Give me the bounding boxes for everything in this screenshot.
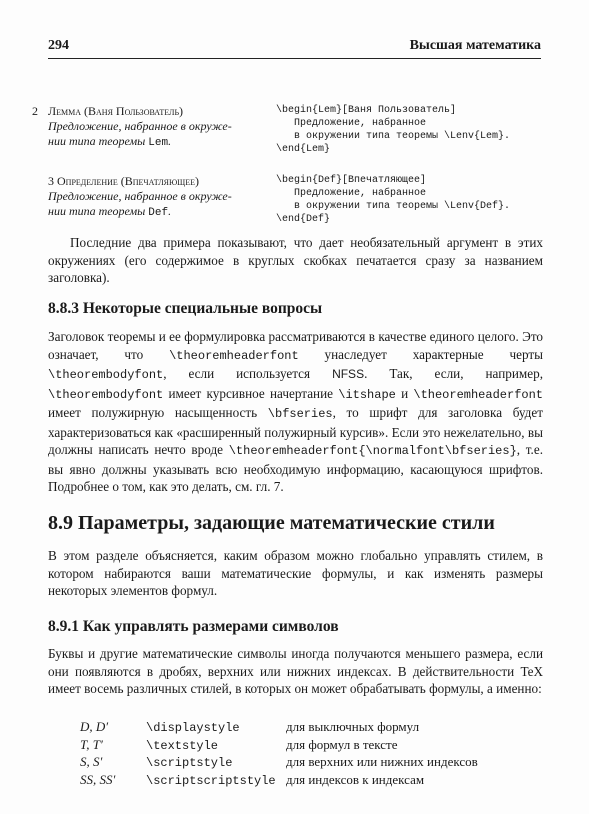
header-rule <box>48 58 541 59</box>
example-source-code: \begin{Lem}[Ваня Пользователь] Предложение, набранное в окружении типа теоремы \Lenv{Lem}. \end{Lem} <box>276 105 511 155</box>
example-italic-line: Предложение, набранное в окруже- <box>48 119 232 133</box>
example-lemma <box>32 104 556 155</box>
paragraph-math-styles-intro: В этом разделе объясняется, каким образом можно глобально управлять стилем, в котором набираются ваши математические формулы, и как изменять размеры некоторых элементов формул. <box>48 548 543 598</box>
example-italic-line: Предложение, набранное в окруже- <box>48 189 232 203</box>
section-title-8-9: 8.9 Параметры, задающие математические стили <box>48 512 495 534</box>
table-row: S, S′ \scriptstyle для верхних или нижних индексов <box>80 754 478 770</box>
table-row: T, T′ \textstyle для формул в тексте <box>80 736 398 753</box>
math-styles-table <box>80 719 478 789</box>
example-number: 2 <box>32 104 38 118</box>
paragraph-examples-note: Последние два примера показывают, что дает необязательный аргумент в этих окружениях (его содержимое в круглых скобках печатается сразу за названием заголовка). <box>48 235 543 285</box>
tex-logo: TeX <box>520 663 543 679</box>
example-heading: Лемма (Ваня Пользователь) <box>48 104 184 118</box>
paragraph-symbol-sizes: Буквы и другие математические символы иногда получаются меньшего размера, если они появляются в дробях, верхних или нижних индексах. В действительности TeX имеет восемь различных стилей, в которых он может обрабатывать формулы, а именно: <box>48 646 543 696</box>
example-italic-line: нии типа теоремы Lem. <box>48 134 172 149</box>
example-heading: 3 Определение (Впечатляющее) <box>48 174 200 188</box>
example-source-code: \begin{Def}[Впечатляющее] Предложение, набранное в окружении типа теоремы \Lenv{Def}. \end{Def} <box>276 175 511 225</box>
paragraph-theorem-fonts: Заголовок теоремы и ее формулировка рассматриваются в качестве единого целого. Это означает, что \theoremheaderfont унаследует характерные черты \theorembodyfont, если используется NFSS. Так, если, например, \theorembodyfont имеет курсивное начертание \itshape и \theoremheaderfont имеет полужирную насыщенность \bfseries, то шрифт для заголовка будет характеризоваться как «расширенный полужирный курсив». Если это нежелательно, вы должны написать нечто вроде \theoremheaderfont{\normalfont\bfseries}, т.е. вы явно должны указывать всю необходимую информацию, касающуюся шрифтов. Подробнее о том, как это делать, см. гл. 7. <box>48 329 544 494</box>
section-title-8-9-1: 8.9.1 Как управлять размерами символов <box>48 618 339 635</box>
section-title-8-8-3: 8.8.3 Некоторые специальные вопросы <box>48 300 323 317</box>
example-definition <box>32 174 556 225</box>
example-italic-line: нии типа теоремы Def. <box>48 204 172 219</box>
example-output <box>32 104 276 151</box>
running-header <box>48 38 541 54</box>
example-output <box>32 174 276 221</box>
table-row: SS, SS′ \scriptscriptstyle для индексов к индексам <box>80 771 425 788</box>
running-title: Высшая математика <box>409 38 541 53</box>
table-row: D, D′ \displaystyle для выключных формул <box>80 719 420 735</box>
page-number: 294 <box>48 38 69 53</box>
